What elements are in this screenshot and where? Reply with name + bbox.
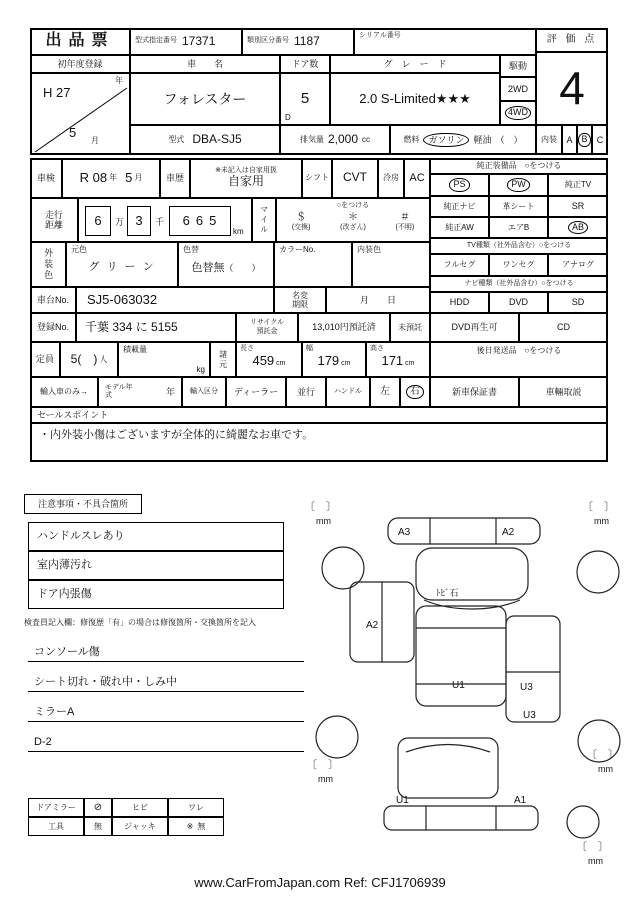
inspection-label: 車検 — [30, 158, 62, 198]
equip-dvd: DVD — [489, 292, 548, 313]
model-cell — [130, 125, 280, 155]
import-only-label: 輸入車のみ→ — [30, 377, 98, 407]
mm-unit-label: mm — [594, 516, 609, 526]
caution-item: 室内薄汚れ — [28, 551, 284, 580]
handle-right-cell — [400, 377, 430, 407]
mini-break-label: ワレ — [168, 798, 224, 817]
mm-unit-label: mm — [316, 516, 331, 526]
equip-ps-selected: PS — [449, 178, 469, 191]
height-unit: cm — [405, 360, 415, 368]
chassis-label: 車台No. — [30, 287, 76, 313]
history-note: ※未記入は自家用扱 — [215, 167, 277, 175]
mileage-man: 6 — [85, 206, 111, 236]
fuel-gasoline-selected: ガソリン — [423, 133, 469, 148]
rear-bumper — [384, 806, 538, 830]
width-label: 幅 — [306, 345, 313, 352]
diagram-label-u3-upper: U3 — [520, 682, 533, 693]
caution-item: ドア内張傷 — [28, 580, 284, 609]
recycle-label: リサイクル預託金 — [249, 319, 285, 335]
registration-no-value: 千葉 334 に 5155 — [76, 313, 236, 342]
drive-2wd: 2WD — [500, 77, 536, 101]
navi-type-header: ナビ種類（社外品含む）○をつける — [430, 276, 608, 292]
diagram-label-stone-chip: ﾄﾋﾞ石 — [436, 588, 459, 598]
equip-fullseg: フルセグ — [430, 254, 489, 276]
mini-jack-value-cell — [168, 817, 224, 836]
car-diagram — [300, 488, 640, 880]
hood — [416, 548, 528, 600]
capacity-label: 定員 — [30, 342, 60, 377]
inspector-item: D-2 — [28, 726, 304, 752]
sales-point-text: ・内外装小傷はございますが全体的に綺麗なお車です。 — [30, 423, 608, 462]
mileage-unit: km — [233, 227, 244, 236]
serial-cell — [354, 28, 536, 55]
import-type-label: 輸入区分 — [190, 387, 218, 395]
equip-hdd: HDD — [430, 292, 489, 313]
recycle-label-cell — [236, 313, 298, 342]
fuel-cell — [390, 125, 536, 155]
grade-value: 2.0 S-Limited★★★ — [330, 73, 500, 125]
doors-value: 5 — [300, 90, 310, 108]
base-color-cell — [66, 242, 178, 287]
mile-option-2-sub: (改ざん) — [340, 223, 366, 231]
mm-unit-label: mm — [318, 774, 333, 784]
name-change-units: 月 日 — [326, 287, 430, 313]
model-code-label: 型式指定番号 — [135, 37, 177, 45]
load-unit: kg — [196, 364, 205, 374]
diagram-label-a3: A3 — [398, 527, 411, 538]
mile-label: マイル — [252, 198, 276, 242]
doors-d: D — [285, 112, 291, 122]
load-label: 積載量 — [123, 345, 147, 354]
height-cell — [366, 342, 430, 377]
mile-option-unknown — [395, 212, 414, 232]
equip-tv: 純正TV — [548, 174, 608, 196]
width-unit: cm — [341, 360, 351, 368]
mini-doormirror-mark: ⊘ — [84, 798, 112, 817]
width-cell — [302, 342, 366, 377]
equip-sd: SD — [548, 292, 608, 313]
drive-4wd-cell — [500, 101, 536, 125]
model-label: 型式 — [168, 135, 185, 145]
shift-label: シフト — [302, 158, 332, 198]
mini-tool-label: 工具 — [28, 817, 84, 836]
mile-options-cell — [276, 198, 430, 242]
equip-dvd-play: DVD再生可 — [430, 313, 519, 342]
exterior-color-label: 外装色 — [30, 242, 66, 287]
later-shipment-header: 後日発送品 ○をつける — [476, 346, 562, 355]
diagram-label-u1-rear: U1 — [396, 795, 409, 806]
equip-ab-cell — [548, 217, 608, 238]
displacement-label: 排気量 — [299, 135, 324, 145]
height-label: 高さ — [370, 345, 384, 352]
mini-doormirror-label: ドアミラー — [28, 798, 84, 817]
mileage-man-unit: 万 — [115, 217, 125, 227]
fuel-paren: （ ） — [495, 134, 523, 145]
dealer-cell: ディーラー — [226, 377, 286, 407]
displacement-unit: cc — [362, 135, 371, 145]
name-change-label-cell — [274, 287, 326, 313]
score-label: 評 価 点 — [536, 28, 608, 52]
base-color-value: グ リ ー ン — [88, 261, 156, 274]
model-year-unit: 年 — [165, 386, 175, 397]
inspection-year: R 08 — [79, 169, 108, 185]
mile-option-tampered — [340, 212, 366, 232]
bracket-mark: 〔 〕 — [586, 749, 619, 761]
inspection-cell — [62, 158, 160, 198]
chassis-value: SJ5-063032 — [76, 287, 274, 313]
equip-airbag: エアB — [489, 217, 548, 238]
grade-header: グ レ ー ド — [330, 55, 500, 73]
equip-ab-selected: AB — [568, 221, 588, 234]
import-type-label-cell — [182, 377, 226, 407]
rear-section — [398, 738, 498, 798]
interior-b-selected: B — [578, 133, 590, 146]
ac-value: AC — [404, 158, 430, 198]
shift-value: CVT — [332, 158, 378, 198]
equip-pw-cell — [489, 174, 548, 196]
mileage-rest: 665 — [169, 206, 231, 236]
equip-ps-cell — [430, 174, 489, 196]
class-code-value: 1187 — [294, 33, 320, 48]
interior-b-cell — [577, 125, 592, 155]
wheel-front-right — [577, 551, 619, 593]
displacement-value: 2,000 — [327, 132, 359, 147]
doors-cell — [280, 73, 330, 125]
mile-option-2: ＊ — [347, 212, 358, 224]
inspection-month-unit: 月 — [134, 173, 143, 183]
recycle-value: 13,010円預託済 — [298, 313, 390, 342]
spare-wheel — [567, 806, 599, 838]
mileage-label: 走行距離 — [44, 209, 63, 230]
equip-aw: 純正AW — [430, 217, 489, 238]
inspector-item: ミラーA — [28, 696, 304, 722]
right-side-panel — [506, 616, 560, 722]
model-year-cell — [98, 377, 182, 407]
diagram-label-u3-lower: U3 — [523, 710, 536, 721]
mini-crack-label: ヒビ — [112, 798, 168, 817]
mile-option-1: ＄ — [296, 212, 307, 224]
inspector-item: コンソール傷 — [28, 636, 304, 662]
warranty-book: 新車保証書 — [430, 377, 519, 407]
mile-options — [277, 212, 429, 232]
capacity-value: 5( ) — [70, 351, 98, 366]
mile-note: ○をつける — [336, 202, 370, 209]
color-change-value: 色替無 — [191, 262, 225, 275]
class-code-label: 類別区分番号 — [247, 37, 289, 45]
mile-option-1-sub: (交換) — [291, 223, 311, 231]
height-value: 171 — [381, 353, 404, 369]
inspection-year-unit: 年 — [109, 173, 118, 183]
history-value: 自家用 — [227, 174, 264, 189]
model-code-cell — [130, 28, 242, 55]
caution-item: ハンドルスレあり — [28, 522, 284, 551]
displacement-cell — [280, 125, 390, 155]
length-value: 459 — [252, 353, 275, 369]
windshield — [424, 600, 520, 609]
wheel-front-left — [322, 547, 364, 589]
color-change-paren: （ ） — [224, 263, 261, 274]
first-reg-month: 5 — [69, 125, 77, 140]
first-reg-year: H 27 — [43, 85, 71, 100]
equip-navi: 純正ナビ — [430, 196, 489, 217]
length-cell — [236, 342, 302, 377]
interior-color-label: 内装色 — [357, 245, 381, 254]
equip-cd: CD — [519, 313, 608, 342]
score-value: 4 — [536, 52, 608, 125]
mile-option-3-sub: (不明) — [395, 223, 415, 231]
bracket-mark: 〔 〕 — [582, 501, 615, 513]
first-reg-year-unit: 年 — [115, 76, 123, 85]
history-label: 車歴 — [160, 158, 190, 198]
color-no-cell — [274, 242, 352, 287]
interior-a: A — [562, 125, 577, 155]
first-reg-header: 初年度登録 — [30, 55, 130, 73]
parallel-cell: 並行 — [286, 377, 326, 407]
vehicle-manual: 車輛取説 — [519, 377, 608, 407]
mini-jack-label: ジャッキ — [112, 817, 168, 836]
fuel-diesel: 軽油 — [473, 134, 492, 145]
car-name-header: 車 名 — [130, 55, 280, 73]
first-reg-cell — [30, 73, 130, 155]
base-color-label: 元色 — [71, 245, 87, 254]
bracket-mark: 〔 〕 — [306, 759, 339, 771]
mile-option-3: ＃ — [399, 212, 410, 224]
tv-type-header: TV種類（社外品含む）○をつける — [430, 238, 608, 254]
interior-label: 内装 — [536, 125, 562, 155]
length-label: 長さ — [240, 345, 254, 352]
spec-label: 諸元 — [210, 342, 236, 377]
diagram-label-a2-left: A2 — [366, 620, 379, 631]
width-value: 179 — [317, 353, 340, 369]
handle-label: ハンドル — [326, 377, 370, 407]
inspector-header: 検査員記入欄：修復歴「有」の場合は修復箇所・交換箇所を記入 — [24, 618, 256, 627]
mm-unit-label: mm — [588, 856, 603, 866]
handle-right-selected: 右 — [406, 385, 424, 400]
drive-4wd-selected: 4WD — [505, 106, 531, 119]
registration-no-label: 登録No. — [30, 313, 76, 342]
model-code-value: 17371 — [182, 33, 216, 48]
mm-unit-label: mm — [598, 764, 613, 774]
mile-option-exchange — [292, 212, 311, 232]
later-shipment-cell — [430, 342, 608, 377]
drive-header: 駆動 — [500, 55, 536, 77]
bracket-mark: 〔 〕 — [576, 841, 609, 853]
rear-glass — [406, 745, 490, 753]
mileage-cell — [78, 198, 252, 242]
equip-sr: SR — [548, 196, 608, 217]
handle-left: 左 — [370, 377, 400, 407]
front-bumper — [388, 518, 540, 544]
diagram-label-a2-top: A2 — [502, 527, 515, 538]
equip-pw-selected: PW — [507, 178, 530, 191]
doors-header: ドア数 — [280, 55, 330, 73]
cabin — [416, 606, 506, 706]
wheel-rear-left — [316, 716, 358, 758]
fuel-label: 燃料 — [403, 135, 420, 145]
inspection-month: 5 — [125, 169, 133, 185]
recycle-alt: 未預託 — [390, 313, 430, 342]
mileage-sen: 3 — [127, 206, 151, 236]
color-change-cell — [178, 242, 274, 287]
equip-leather: 革シート — [489, 196, 548, 217]
car-name-value: フォレスター — [130, 73, 280, 125]
mileage-label-cell — [30, 198, 78, 242]
caution-header: 注意事項・不具合箇所 — [24, 494, 142, 514]
mini-jack-value: 無 — [197, 821, 206, 831]
mini-jack-note: ※ — [186, 821, 194, 831]
inspector-item: シート切れ・破れ中・しみ中 — [28, 666, 304, 692]
ac-label: 冷房 — [378, 158, 404, 198]
equip-oneseg: ワンセグ — [489, 254, 548, 276]
capacity-cell — [60, 342, 118, 377]
bracket-mark: 〔 〕 — [304, 501, 337, 513]
diagram-label-a1-rear: A1 — [514, 795, 527, 806]
length-unit: cm — [276, 360, 286, 368]
interior-color-cell — [352, 242, 430, 287]
serial-label: シリアル番号 — [359, 32, 401, 39]
mileage-sen-unit: 千 — [155, 217, 165, 227]
color-change-label: 色替 — [183, 245, 199, 254]
load-cell — [118, 342, 210, 377]
capacity-unit: 人 — [99, 354, 108, 364]
model-year-label: モデル年式 — [105, 383, 133, 399]
model-value: DBA-SJ5 — [192, 132, 242, 147]
color-no-label: カラーNo. — [279, 245, 316, 254]
watermark-footer: www.CarFromJapan.com Ref: CFJ1706939 — [194, 875, 446, 890]
interior-c: C — [592, 125, 608, 155]
genuine-equip-header: 純正装備品 ○をつける — [430, 158, 608, 174]
class-code-cell — [242, 28, 354, 55]
name-change-label: 名変期限 — [292, 290, 308, 309]
history-cell — [190, 158, 302, 198]
sales-point-label: セールスポイント — [30, 407, 608, 423]
sheet-title: 出品票 — [30, 28, 130, 55]
mini-tool-value: 無 — [84, 817, 112, 836]
diagram-label-u1-center: U1 — [452, 680, 465, 691]
first-reg-month-unit: 月 — [91, 136, 99, 145]
equip-analog: アナログ — [548, 254, 608, 276]
